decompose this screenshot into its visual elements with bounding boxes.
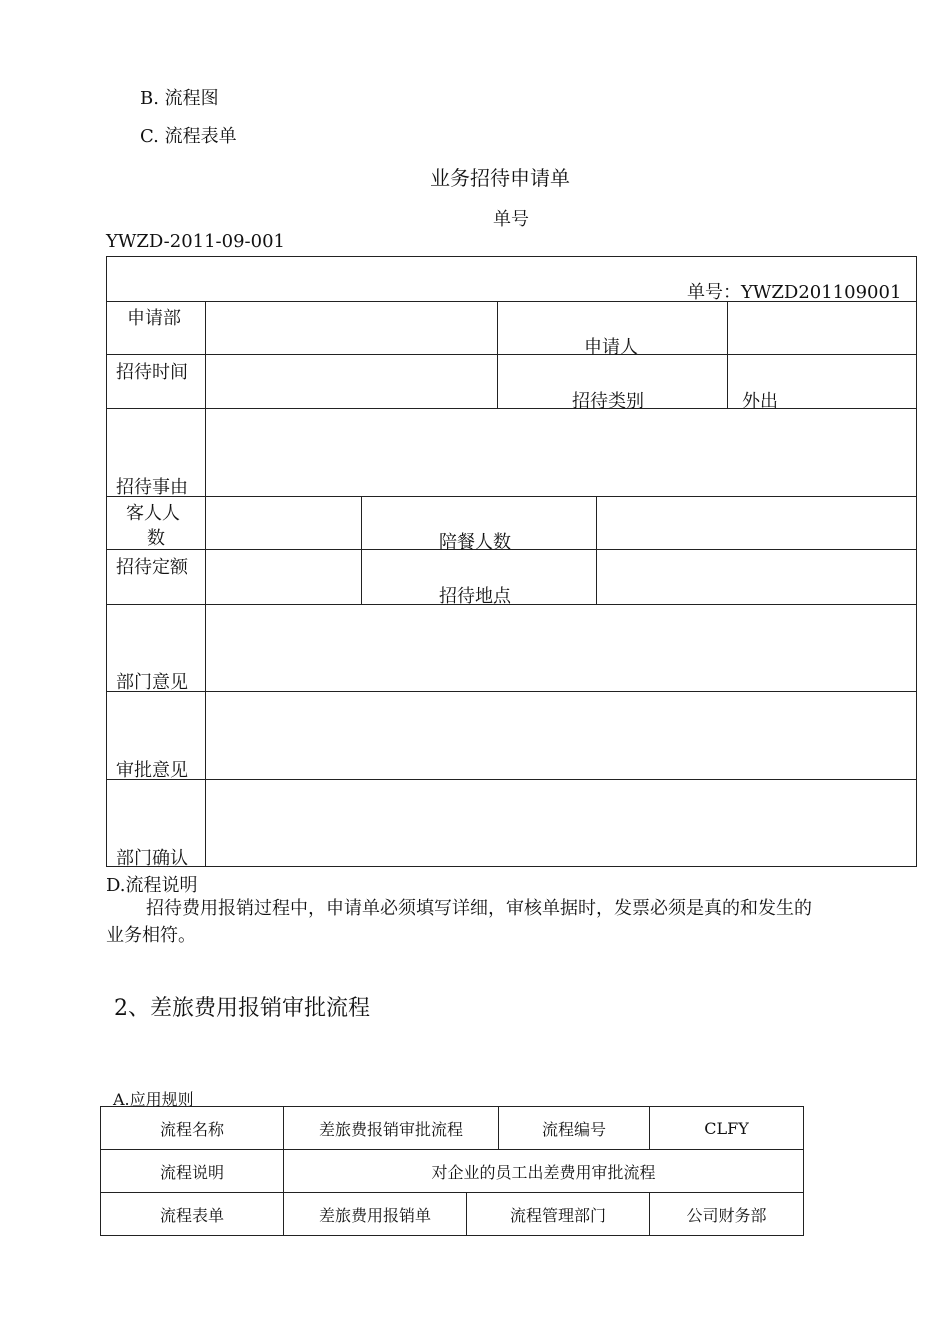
- form-number-value: YWZD-2011-09-001: [106, 231, 285, 252]
- guests-label-line2: 数: [147, 528, 165, 549]
- table-cell: 流程表单: [101, 1193, 284, 1236]
- approval-opinion-label: 审批意见: [116, 760, 188, 781]
- dept-confirm-label: 部门确认: [116, 848, 188, 869]
- table-row: [101, 1193, 804, 1236]
- applicant-dept-label: 申请部: [127, 308, 181, 329]
- table-cell: CLFY: [650, 1107, 804, 1150]
- section-b-label: B. 流程图: [140, 88, 219, 109]
- table-cell: 流程编号: [499, 1107, 650, 1150]
- process-description-line1: 招待费用报销过程中，申请单必须填写详细，审核单据时，发票必须是真的和发生的: [146, 898, 812, 919]
- table-row: [101, 1150, 804, 1193]
- table-cell: 对企业的员工出差费用审批流程: [284, 1150, 804, 1193]
- reception-location-label: 招待地点: [439, 586, 511, 607]
- dept-opinion-label: 部门意见: [116, 672, 188, 693]
- table-cell: 公司财务部: [650, 1193, 804, 1236]
- table-cell: 流程说明: [101, 1150, 284, 1193]
- table-cell: 流程名称: [101, 1107, 284, 1150]
- inner-number: 单号：YWZD201109001: [687, 282, 902, 303]
- companions-label: 陪餐人数: [439, 532, 511, 553]
- table-cell: 差旅费报销审批流程: [284, 1107, 499, 1150]
- rules-table: [100, 1106, 804, 1236]
- table-cell: 流程管理部门: [467, 1193, 650, 1236]
- reception-application-form: [106, 256, 917, 867]
- process-description-line2: 业务相符。: [106, 925, 196, 946]
- section-a-label: A.应用规则: [113, 1090, 194, 1109]
- reception-reason-label: 招待事由: [116, 477, 188, 498]
- applicant-label: 申请人: [584, 337, 638, 358]
- table-row: [101, 1107, 804, 1150]
- section-d-label: D.流程说明: [106, 875, 198, 896]
- guests-label-line1: 客人人: [126, 503, 180, 524]
- section-heading-2: 2、差旅费用报销审批流程: [114, 996, 370, 1021]
- reception-quota-label: 招待定额: [116, 557, 188, 578]
- form-number-label: 单号: [493, 209, 529, 230]
- reception-category-label: 招待类别: [572, 391, 644, 412]
- reception-category-value: 外出: [742, 391, 778, 412]
- section-c-label: C. 流程表单: [140, 126, 237, 147]
- form-title: 业务招待申请单: [430, 166, 570, 190]
- reception-time-label: 招待时间: [116, 362, 188, 383]
- table-cell: 差旅费用报销单: [284, 1193, 467, 1236]
